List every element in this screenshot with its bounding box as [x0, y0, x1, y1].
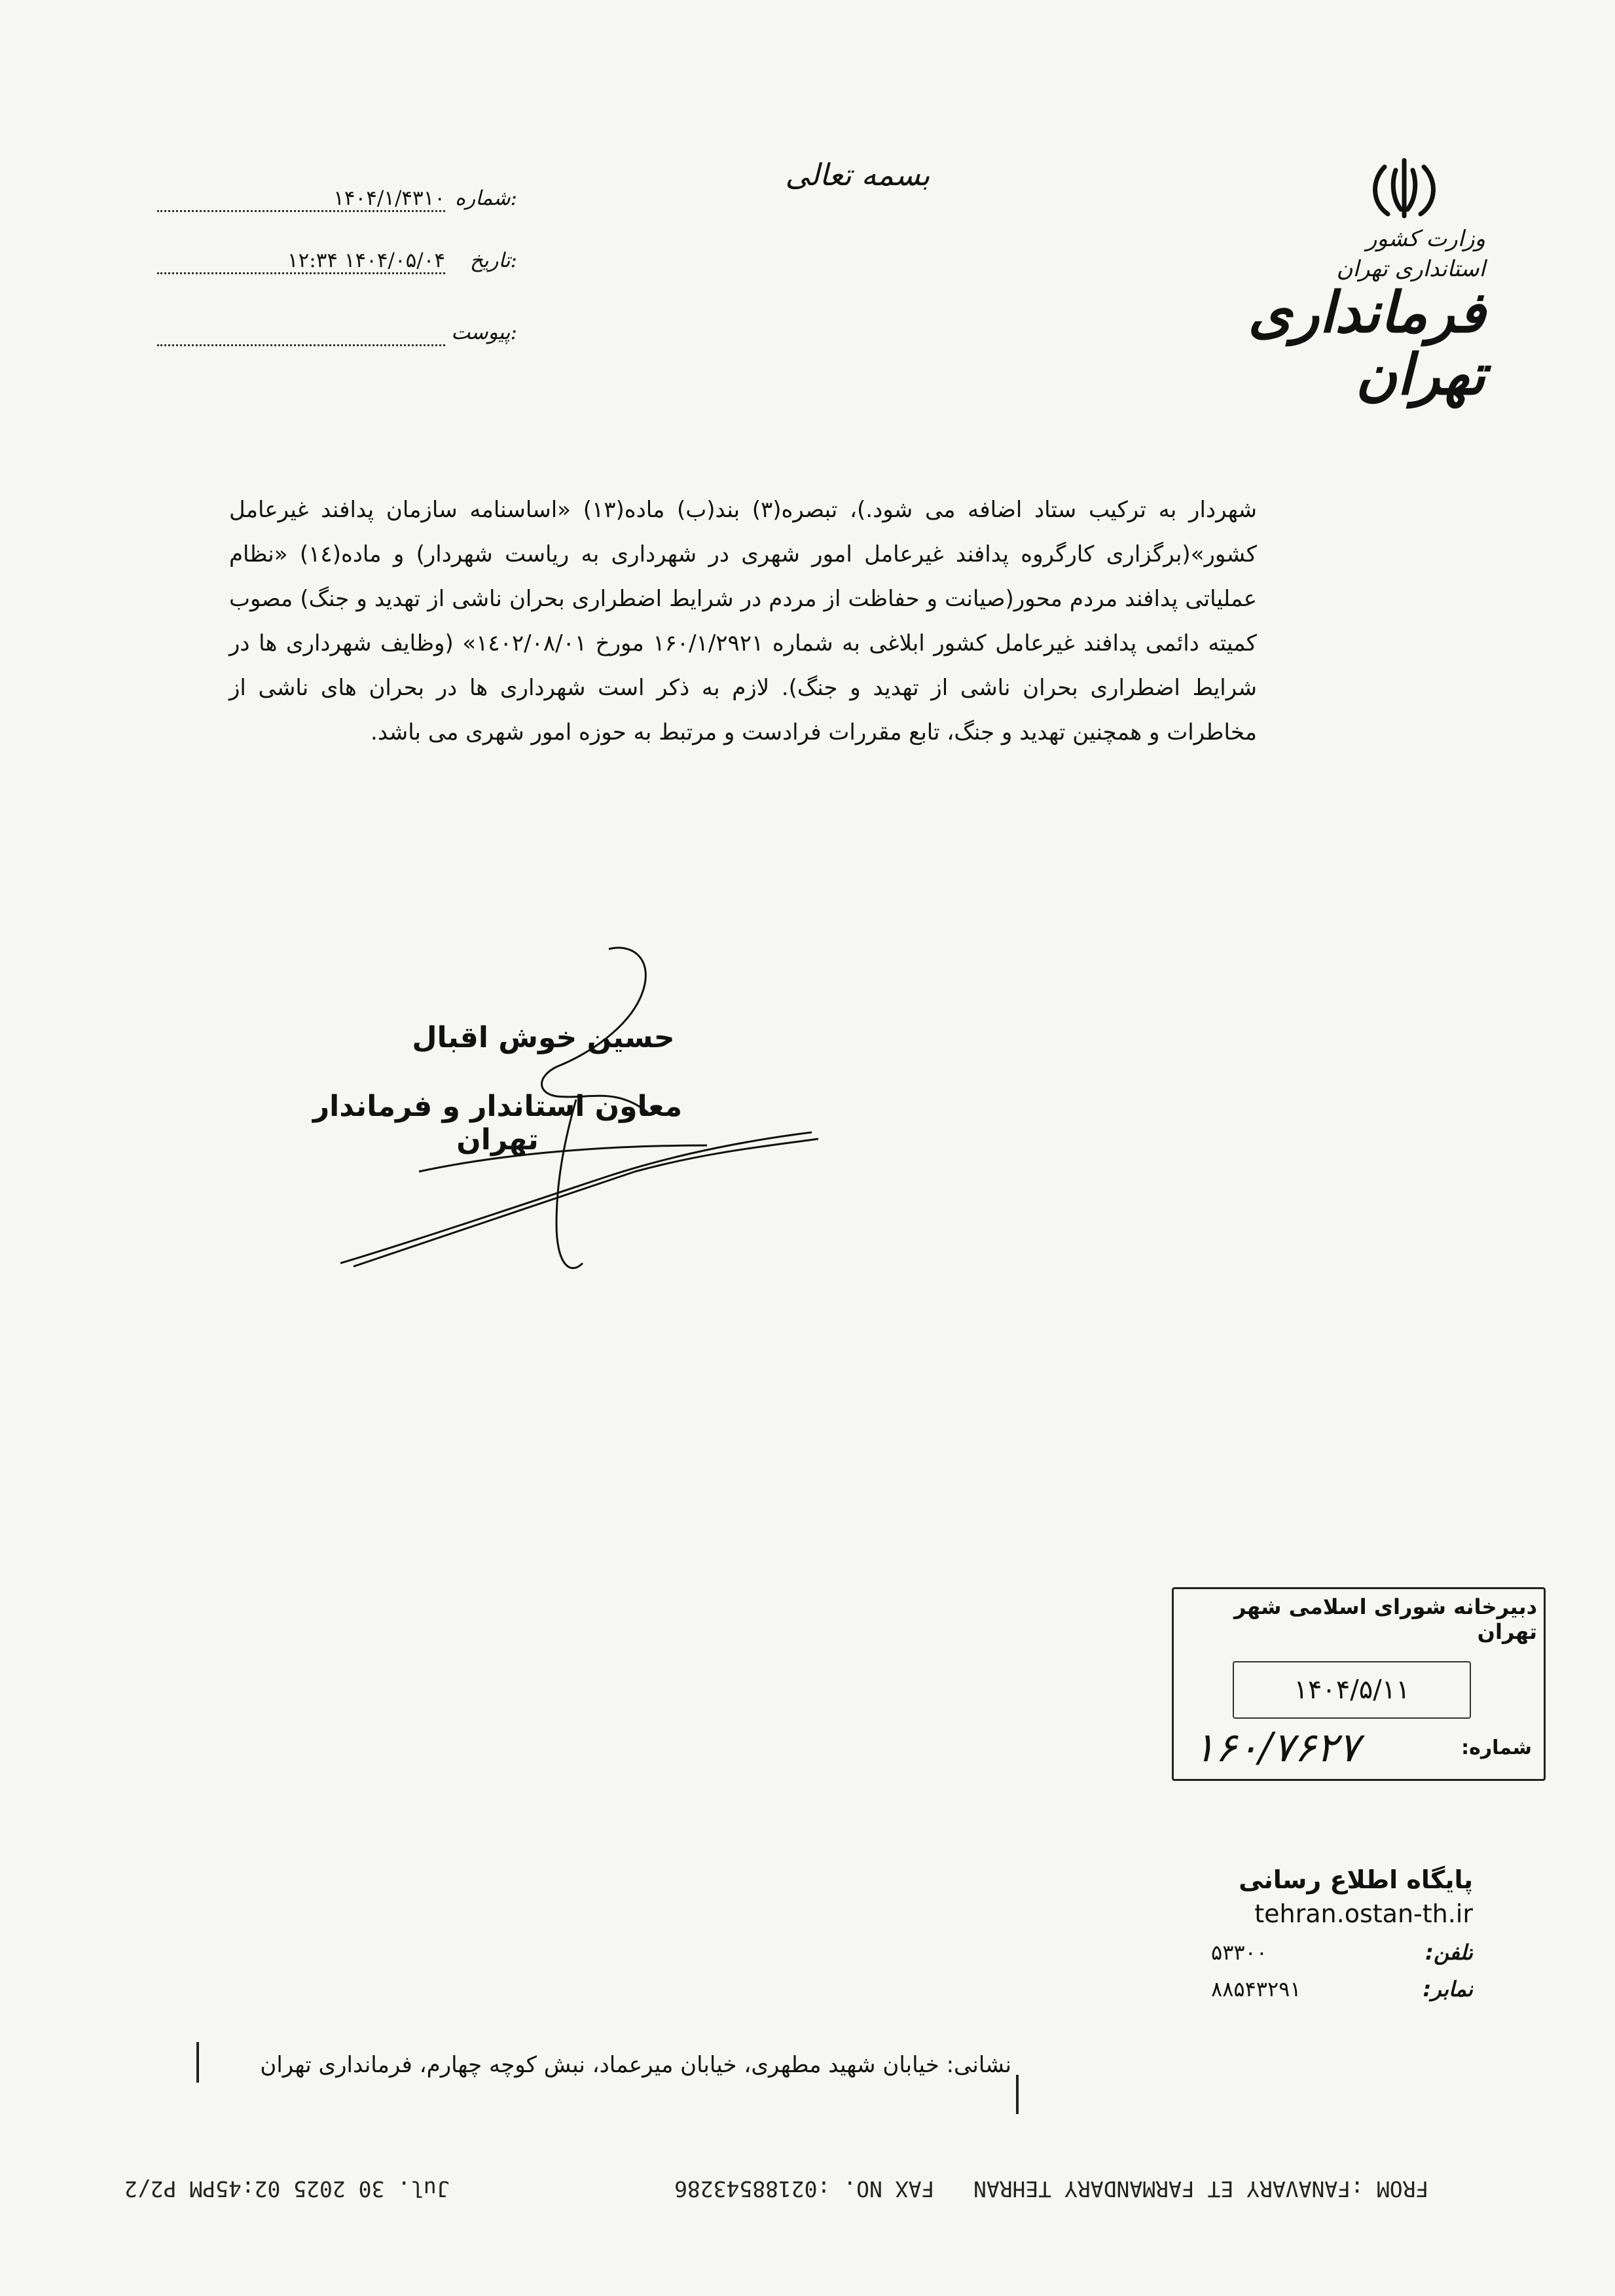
letter-number-value: ۱۴۰۴/۱/۴۳۱۰ — [157, 187, 445, 212]
phone-label: تلفن: — [1425, 1940, 1473, 1965]
emblem-icon — [1362, 154, 1447, 226]
address-divider-right — [1016, 2075, 1019, 2114]
website-link[interactable]: tehran.ostan-th.ir — [1254, 1899, 1473, 1928]
letter-date-value: ۱۲:۳۴ ۱۴۰۴/۰۵/۰۴ — [157, 249, 445, 274]
letter-number-row — [151, 187, 517, 212]
info-block — [1211, 1865, 1473, 2001]
phone-row — [1211, 1940, 1473, 1965]
fax-sender-line: FROM :FANAVARY ET FARMANDARY TEHRAN FAX NO. :02188543286 — [674, 2176, 1429, 2202]
stamp-heading: دبیرخانه شورای اسلامی شهر تهران — [1234, 1594, 1537, 1644]
signatory-title: معاون استاندار و فرماندار تهران — [312, 1090, 683, 1157]
province-name: استانداری تهران — [1336, 256, 1485, 282]
fax-row — [1211, 1977, 1473, 2001]
stamp-number: ۱۶۰/۷۶۲۷ — [1193, 1723, 1360, 1771]
bismillah-heading: بسمه تعالی — [785, 157, 930, 192]
address-divider-left — [196, 2042, 199, 2083]
organization-header — [1210, 226, 1485, 406]
ministry-name: وزارت کشور — [1366, 226, 1485, 252]
fax-label: نمابر: — [1423, 1977, 1473, 2001]
governorate-name: فرمانداری تهران — [1248, 279, 1485, 408]
signatory-name: حسین خوش اقبال — [412, 1021, 675, 1054]
attachment-value — [157, 321, 445, 346]
attachment-row — [151, 321, 517, 346]
letter-date-label: تاریخ: — [469, 249, 517, 272]
letter-number-label: شماره: — [454, 187, 517, 210]
receipt-stamp — [1172, 1587, 1546, 1781]
letter-date-row — [151, 249, 517, 274]
stamp-number-label: شماره: — [1461, 1736, 1532, 1759]
fax-timestamp: Jul. 30 2025 02:45PM P2/2 — [124, 2176, 450, 2202]
address-line: نشانی: خیابان شهید مطهری، خیابان میرعماد، نبش کوچه چهارم، فرمانداری تهران — [260, 2052, 1011, 2078]
phone-value: ۵۳۳۰۰ — [1211, 1940, 1267, 1965]
attachment-label: پیوست: — [451, 321, 517, 344]
fax-value: ۸۸۵۴۳۲۹۱ — [1211, 1977, 1301, 2001]
letter-body: شهردار به ترکیب ستاد اضافه می شود.)، تبصره(۳) بند(ب) ماده(۱۳) «اساسنامه سازمان پدافند غیرعامل کشور»(برگزاری کارگروه پدافند غیرعامل امور شهری در شهرداری به ریاست شهردار) و ماده(۱٤) «نظام عملیاتی پدافند مردم محور(صیانت و حفاظت از مردم در شرایط اضطراری بحران ناشی از تهدید و جنگ) مصوب کمیته دائمی پدافند غیرعامل کشور ابلاغی به شماره ۱۶۰/۱/۲۹۲۱ مورخ ۱٤۰۲/۰۸/۰۱» (وظایف شهرداری ها در شرایط اضطراری بحران ناشی از تهدید و جنگ). لازم به ذکر است شهرداری ها در بحران های ناشی از مخاطرات و همچنین تهدید و جنگ، تابع مقررات فرادست و مرتبط به حوزه امور شهری می باشد. — [229, 497, 1257, 745]
info-title: پایگاه اطلاع رسانی — [1239, 1865, 1473, 1894]
stamp-date: ۱۴۰۴/۵/۱۱ — [1233, 1661, 1471, 1719]
